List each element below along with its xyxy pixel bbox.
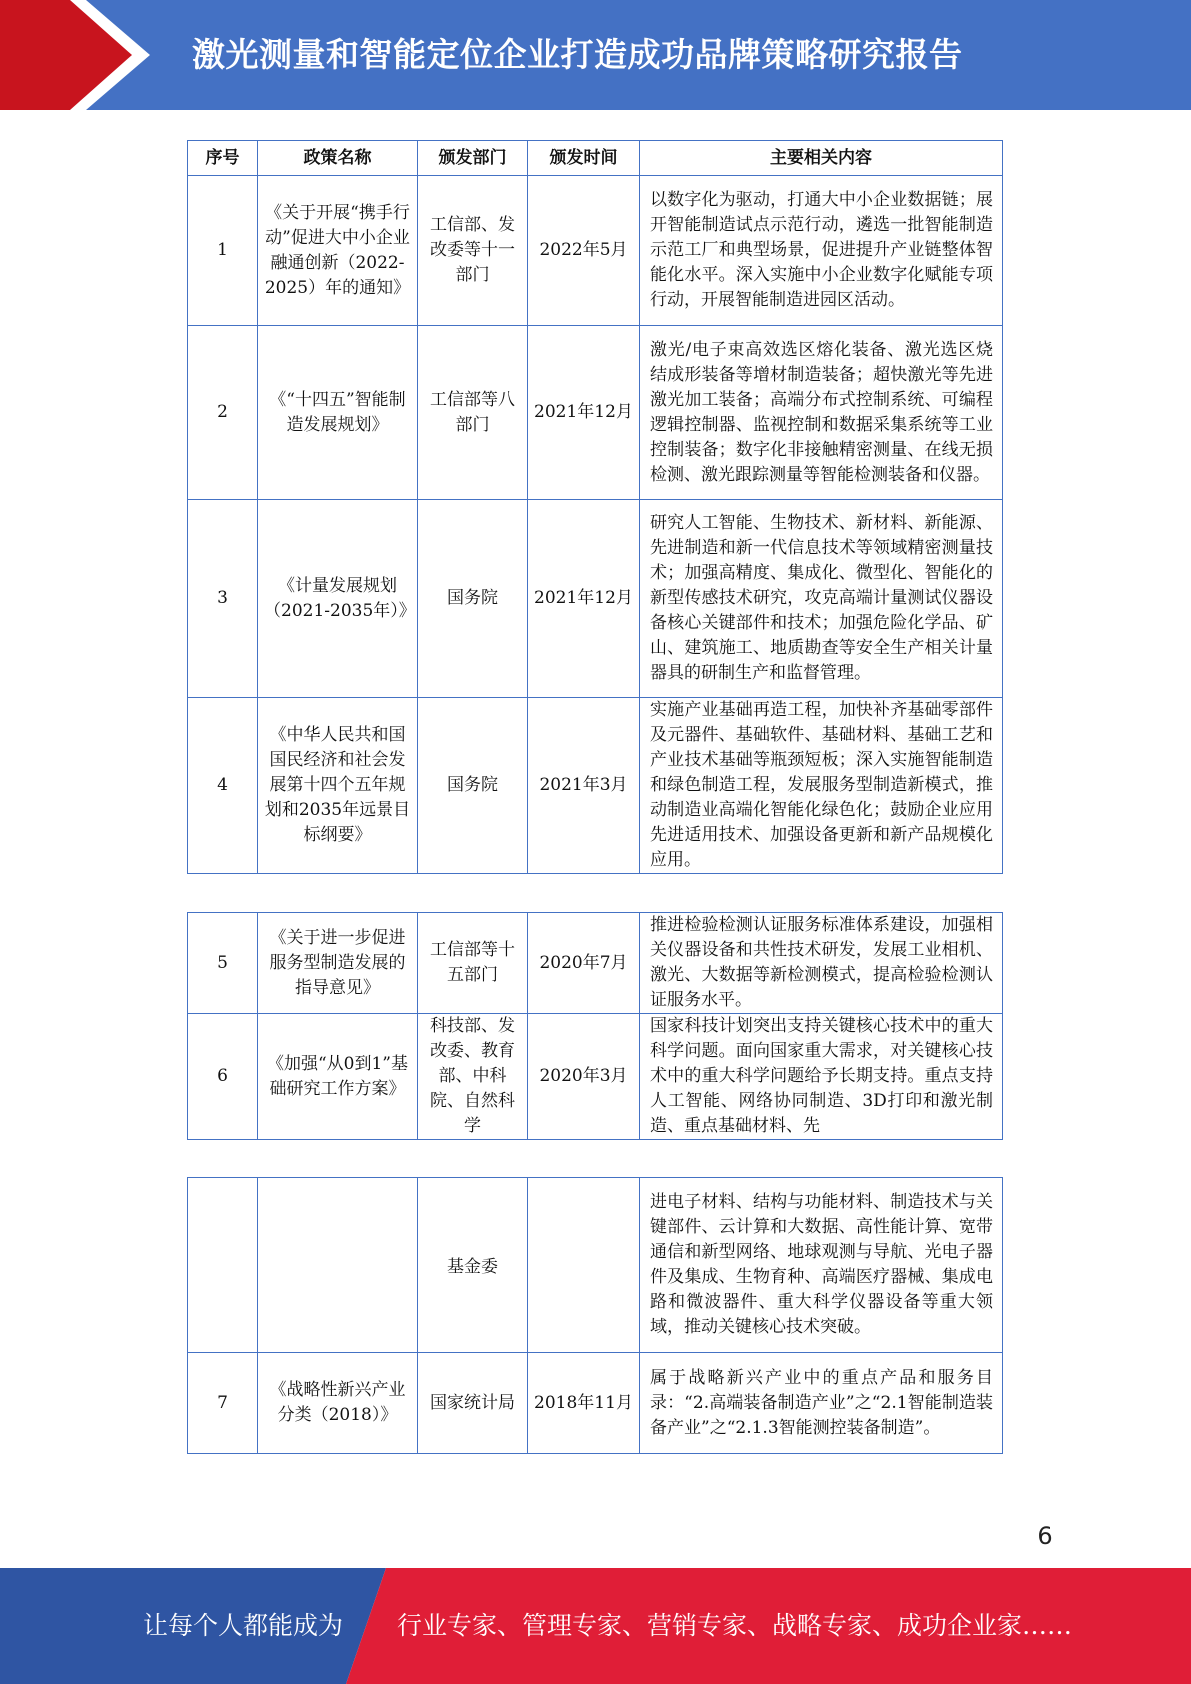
issuing-department: 国家统计局 xyxy=(418,1353,528,1454)
table-header-row xyxy=(188,141,1003,176)
main-content: 研究人工智能、生物技术、新材料、新能源、先进制造和新一代信息技术等领域精密测量技术；加强高精度、集成化、微型化、智能化的新型传感技术研究，攻克高端计量测试仪器设备核心关键部件和技术；加强危险化学品、矿山、建筑施工、地质勘查等安全生产相关计量器具的研制生产和监督管理。 xyxy=(640,500,1003,698)
header-arrow-accent xyxy=(0,0,150,110)
policy-name: 《加强“从0到1”基础研究工作方案》 xyxy=(258,1014,418,1140)
row-number: 6 xyxy=(188,1014,258,1140)
table-row xyxy=(188,176,1003,326)
table-row xyxy=(188,913,1003,1014)
table-row xyxy=(188,698,1003,874)
row-number: 5 xyxy=(188,913,258,1014)
table-row xyxy=(188,326,1003,500)
issuing-department: 基金委 xyxy=(418,1178,528,1353)
table-row xyxy=(188,1014,1003,1140)
table-row xyxy=(188,500,1003,698)
issuing-department: 国务院 xyxy=(418,500,528,698)
policy-table-part-1 xyxy=(187,140,1003,874)
main-content: 激光/电子束高效选区熔化装备、激光选区烧结成形装备等增材制造装备；超快激光等先进激光加工装备；高端分布式控制系统、可编程逻辑控制器、监视控制和数据采集系统等工业控制装备；数字化非接触精密测量、在线无损检测、激光跟踪测量等智能检测装备和仪器。 xyxy=(640,326,1003,500)
column-header: 主要相关内容 xyxy=(640,141,1003,176)
table-row xyxy=(188,1353,1003,1454)
main-content: 实施产业基础再造工程，加快补齐基础零部件及元器件、基础软件、基础材料、基础工艺和产业技术基础等瓶颈短板；深入实施智能制造和绿色制造工程，发展服务型制造新模式，推动制造业高端化智能化绿色化；鼓励企业应用先进适用技术、加强设备更新和新产品规模化应用。 xyxy=(640,698,1003,874)
row-number: 3 xyxy=(188,500,258,698)
issuing-department: 工信部等八部门 xyxy=(418,326,528,500)
policy-name: 《中华人民共和国国民经济和社会发展第十四个五年规划和2035年远景目标纲要》 xyxy=(258,698,418,874)
main-content: 属于战略新兴产业中的重点产品和服务目录：“2.高端装备制造产业”之“2.1智能制造装备产业”之“2.1.3智能测控装备制造”。 xyxy=(640,1353,1003,1454)
issue-date: 2022年5月 xyxy=(528,176,640,326)
policy-name: 《“十四五”智能制造发展规划》 xyxy=(258,326,418,500)
issuing-department: 国务院 xyxy=(418,698,528,874)
row-number: 2 xyxy=(188,326,258,500)
policy-name: 《关于开展“携手行动”促进大中小企业融通创新（2022-2025）年的通知》 xyxy=(258,176,418,326)
issue-date xyxy=(528,1178,640,1353)
issue-date: 2021年12月 xyxy=(528,326,640,500)
issuing-department: 工信部等十五部门 xyxy=(418,913,528,1014)
policy-table-part-3 xyxy=(187,1177,1003,1454)
footer-banner xyxy=(0,1568,1191,1684)
column-header: 颁发部门 xyxy=(418,141,528,176)
main-content: 以数字化为驱动，打通大中小企业数据链；展开智能制造试点示范行动，遴选一批智能制造示范工厂和典型场景，促进提升产业链整体智能化水平。深入实施中小企业数字化赋能专项行动，开展智能制造进园区活动。 xyxy=(640,176,1003,326)
row-number: 7 xyxy=(188,1353,258,1454)
policy-name: 《计量发展规划（2021-2035年）》 xyxy=(258,500,418,698)
main-content: 进电子材料、结构与功能材料、制造技术与关键部件、云计算和大数据、高性能计算、宽带通信和新型网络、地球观测与导航、光电子器件及集成、生物育种、高端医疗器械、集成电路和微波器件、重大科学仪器设备等重大领域，推动关键核心技术突破。 xyxy=(640,1178,1003,1353)
issuing-department: 工信部、发改委等十一部门 xyxy=(418,176,528,326)
main-content: 国家科技计划突出支持关键核心技术中的重大科学问题。面向国家重大需求，对关键核心技术中的重大科学问题给予长期支持。重点支持人工智能、网络协同制造、3D打印和激光制造、重点基础材料、先 xyxy=(640,1014,1003,1140)
policy-table-part-2 xyxy=(187,912,1003,1140)
issue-date: 2020年7月 xyxy=(528,913,640,1014)
row-number xyxy=(188,1178,258,1353)
report-title: 激光测量和智能定位企业打造成功品牌策略研究报告 xyxy=(192,35,963,74)
policy-name: 《战略性新兴产业分类（2018）》 xyxy=(258,1353,418,1454)
policy-name: 《关于进一步促进服务型制造发展的指导意见》 xyxy=(258,913,418,1014)
footer-slogan-left: 让每个人都能成为 xyxy=(143,1611,344,1640)
issue-date: 2020年3月 xyxy=(528,1014,640,1140)
column-header: 序号 xyxy=(188,141,258,176)
row-number: 4 xyxy=(188,698,258,874)
page-number: 6 xyxy=(1037,1522,1053,1550)
row-number: 1 xyxy=(188,176,258,326)
issue-date: 2021年3月 xyxy=(528,698,640,874)
issue-date: 2021年12月 xyxy=(528,500,640,698)
column-header: 政策名称 xyxy=(258,141,418,176)
policy-name xyxy=(258,1178,418,1353)
table-row-continuation xyxy=(188,1178,1003,1353)
main-content: 推进检验检测认证服务标准体系建设，加强相关仪器设备和共性技术研发，发展工业相机、激光、大数据等新检测模式，提高检验检测认证服务水平。 xyxy=(640,913,1003,1014)
header-bar xyxy=(0,0,1191,110)
issuing-department: 科技部、发改委、教育部、中科院、自然科学 xyxy=(418,1014,528,1140)
issue-date: 2018年11月 xyxy=(528,1353,640,1454)
column-header: 颁发时间 xyxy=(528,141,640,176)
footer-slogan-right: 行业专家、管理专家、营销专家、战略专家、成功企业家…… xyxy=(397,1611,1073,1640)
